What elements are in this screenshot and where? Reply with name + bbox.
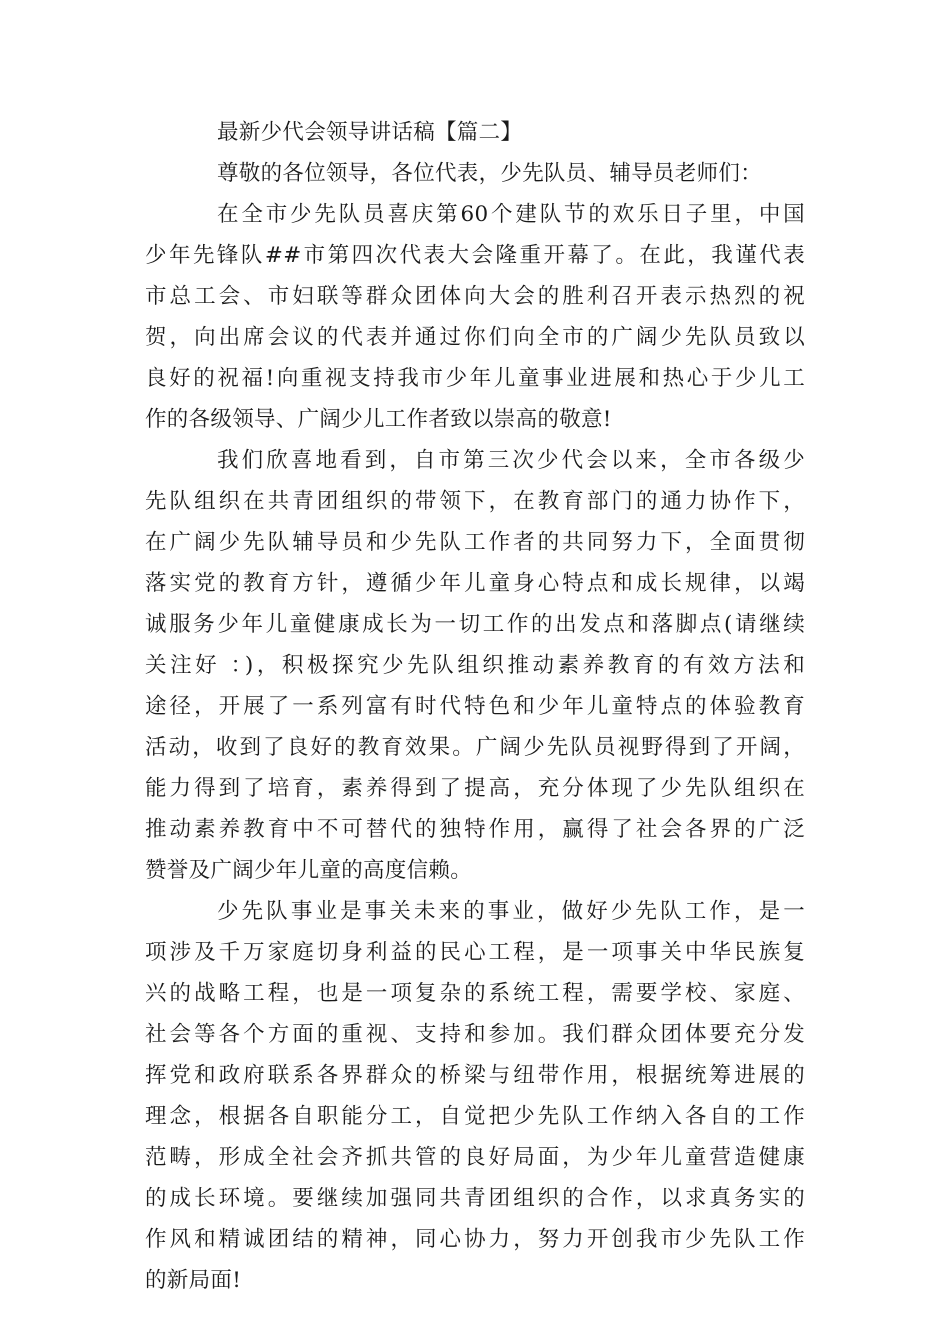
paragraph-1 xyxy=(145,194,805,440)
paragraph-line: 先队组织在共青团组织的带领下，在教育部门的通力协作下， xyxy=(145,489,805,514)
paragraph-line: 在广阔少先队辅导员和少先队工作者的共同努力下，全面贯彻 xyxy=(145,530,805,555)
paragraph-line: 活动，收到了良好的教育效果。广阔少先队员视野得到了开阔， xyxy=(145,735,805,760)
paragraph-line: 少年先锋队##市第四次代表大会隆重开幕了。在此，我谨代表 xyxy=(145,243,805,268)
paragraph-line: 关注好 ：)，积极探究少先队组织推动素养教育的有效方法和 xyxy=(145,653,805,678)
paragraph-line: 途径，开展了一系列富有时代特色和少年儿童特点的体验教育 xyxy=(145,694,805,719)
paragraph-line: 理念，根据各自职能分工，自觉把少先队工作纳入各自的工作 xyxy=(145,1104,805,1129)
paragraph-line: 挥党和政府联系各界群众的桥梁与纽带作用，根据统筹进展的 xyxy=(145,1063,805,1088)
paragraph-line: 落实党的教育方针，遵循少年儿童身心特点和成长规律，以竭 xyxy=(145,571,805,596)
paragraph-line: 社会等各个方面的重视、支持和参加。我们群众团体要充分发 xyxy=(145,1022,805,1047)
paragraph-line: 作的各级领导、广阔少儿工作者致以崇高的敬意! xyxy=(145,407,612,432)
paragraph-2 xyxy=(145,440,805,891)
paragraph-line: 兴的战略工程，也是一项复杂的系统工程，需要学校、家庭、 xyxy=(145,981,805,1006)
paragraph-line: 的新局面! xyxy=(145,1268,242,1293)
document-title: 最新少代会领导讲话稿【篇二】 xyxy=(217,120,523,145)
paragraph-line: 项涉及千万家庭切身利益的民心工程，是一项事关中华民族复 xyxy=(145,940,805,965)
paragraph-line: 市总工会、市妇联等群众团体向大会的胜利召开表示热烈的祝 xyxy=(145,284,805,309)
paragraph-line: 作风和精诚团结的精神，同心协力，努力开创我市少先队工作 xyxy=(145,1227,805,1252)
paragraph-line: 的成长环境。要继续加强同共青团组织的合作，以求真务实的 xyxy=(145,1186,805,1211)
paragraph-line: 能力得到了培育，素养得到了提高，充分体现了少先队组织在 xyxy=(145,776,805,801)
paragraph-line: 诚服务少年儿童健康成长为一切工作的出发点和落脚点(请继续 xyxy=(145,612,805,637)
paragraph-line: 良好的祝福!向重视支持我市少年儿童事业进展和热心于少儿工 xyxy=(145,366,805,391)
paragraph-line: 贺，向出席会议的代表并通过你们向全市的广阔少先队员致以 xyxy=(145,325,805,350)
paragraph-line: 我们欣喜地看到，自市第三次少代会以来，全市各级少 xyxy=(217,448,805,473)
paragraph-line: 范畴，形成全社会齐抓共管的良好局面，为少年儿童营造健康 xyxy=(145,1145,805,1170)
paragraph-line: 在全市少先队员喜庆第60个建队节的欢乐日子里，中国 xyxy=(217,202,805,227)
paragraph-line: 少先队事业是事关未来的事业，做好少先队工作，是一 xyxy=(217,899,805,924)
document-body xyxy=(145,112,805,1301)
paragraph-line: 推动素养教育中不可替代的独特作用，赢得了社会各界的广泛 xyxy=(145,817,805,842)
paragraph-line: 赞誉及广阔少年儿童的高度信赖。 xyxy=(145,858,473,883)
salutation: 尊敬的各位领导，各位代表，少先队员、辅导员老师们： xyxy=(217,161,763,186)
paragraph-3 xyxy=(145,891,805,1301)
